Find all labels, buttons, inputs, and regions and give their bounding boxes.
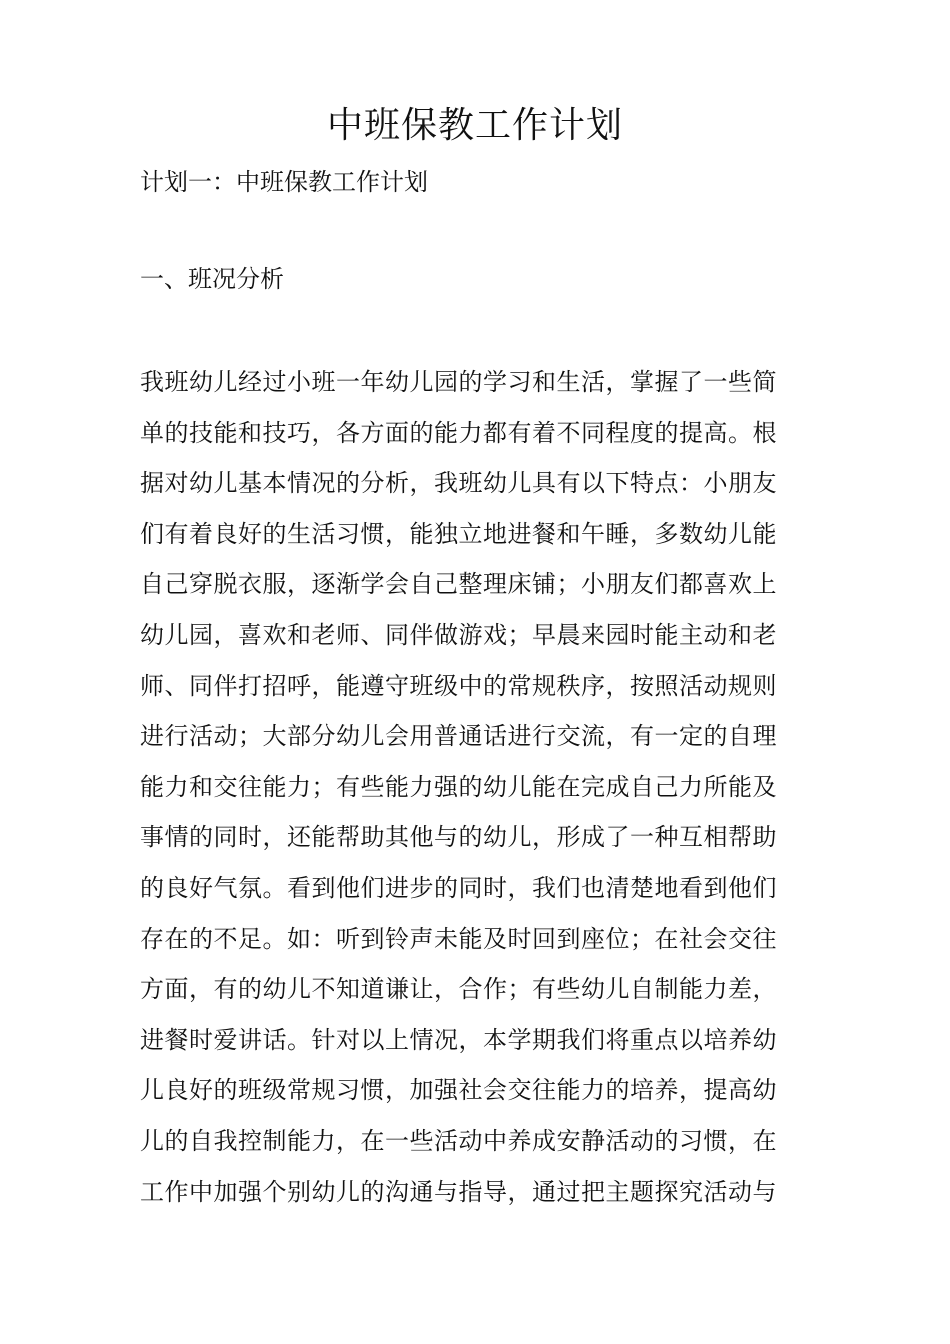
paragraph-line: 自己穿脱衣服，逐渐学会自己整理床铺；小朋友们都喜欢上	[140, 570, 777, 599]
paragraph-line: 我班幼儿经过小班一年幼儿园的学习和生活，掌握了一些简	[140, 368, 777, 396]
paragraph-line: 的良好气氛。看到他们进步的同时，我们也清楚地看到他们	[140, 873, 777, 902]
paragraph-line: 工作中加强个别幼儿的沟通与指导，通过把主题探究活动与	[140, 1177, 777, 1206]
plan-subtitle: 计划一：中班保教工作计划	[140, 168, 428, 196]
paragraph-line: 存在的不足。如：听到铃声未能及时回到座位；在社会交往	[140, 924, 777, 953]
paragraph-line: 儿良好的班级常规习惯，加强社会交往能力的培养，提高幼	[140, 1076, 777, 1105]
paragraph-line: 儿的自我控制能力，在一些活动中养成安静活动的习惯，在	[140, 1126, 777, 1155]
paragraph-line: 单的技能和技巧，各方面的能力都有着不同程度的提高。根	[140, 418, 777, 447]
paragraph-line: 进行活动；大部分幼儿会用普通话进行交流，有一定的自理	[140, 722, 777, 751]
paragraph-line: 们有着良好的生活习惯，能独立地进餐和午睡，多数幼儿能	[140, 519, 777, 548]
paragraph-line: 师、同伴打招呼，能遵守班级中的常规秩序，按照活动规则	[140, 671, 777, 700]
document-title: 中班保教工作计划	[326, 105, 623, 146]
paragraph-line: 能力和交往能力；有些能力强的幼儿能在完成自己力所能及	[140, 772, 777, 801]
paragraph-line: 进餐时爱讲话。针对以上情况，本学期我们将重点以培养幼	[140, 1025, 777, 1054]
paragraph-line: 方面，有的幼儿不知道谦让，合作；有些幼儿自制能力差，	[140, 975, 777, 1004]
paragraph-line: 事情的同时，还能帮助其他与的幼儿，形成了一种互相帮助	[140, 823, 777, 852]
body-paragraph	[140, 357, 820, 1217]
paragraph-line: 据对幼儿基本情况的分析，我班幼儿具有以下特点：小朋友	[140, 469, 777, 498]
section-heading: 一、班况分析	[140, 265, 284, 293]
paragraph-line: 幼儿园，喜欢和老师、同伴做游戏；早晨来园时能主动和老	[140, 620, 777, 649]
